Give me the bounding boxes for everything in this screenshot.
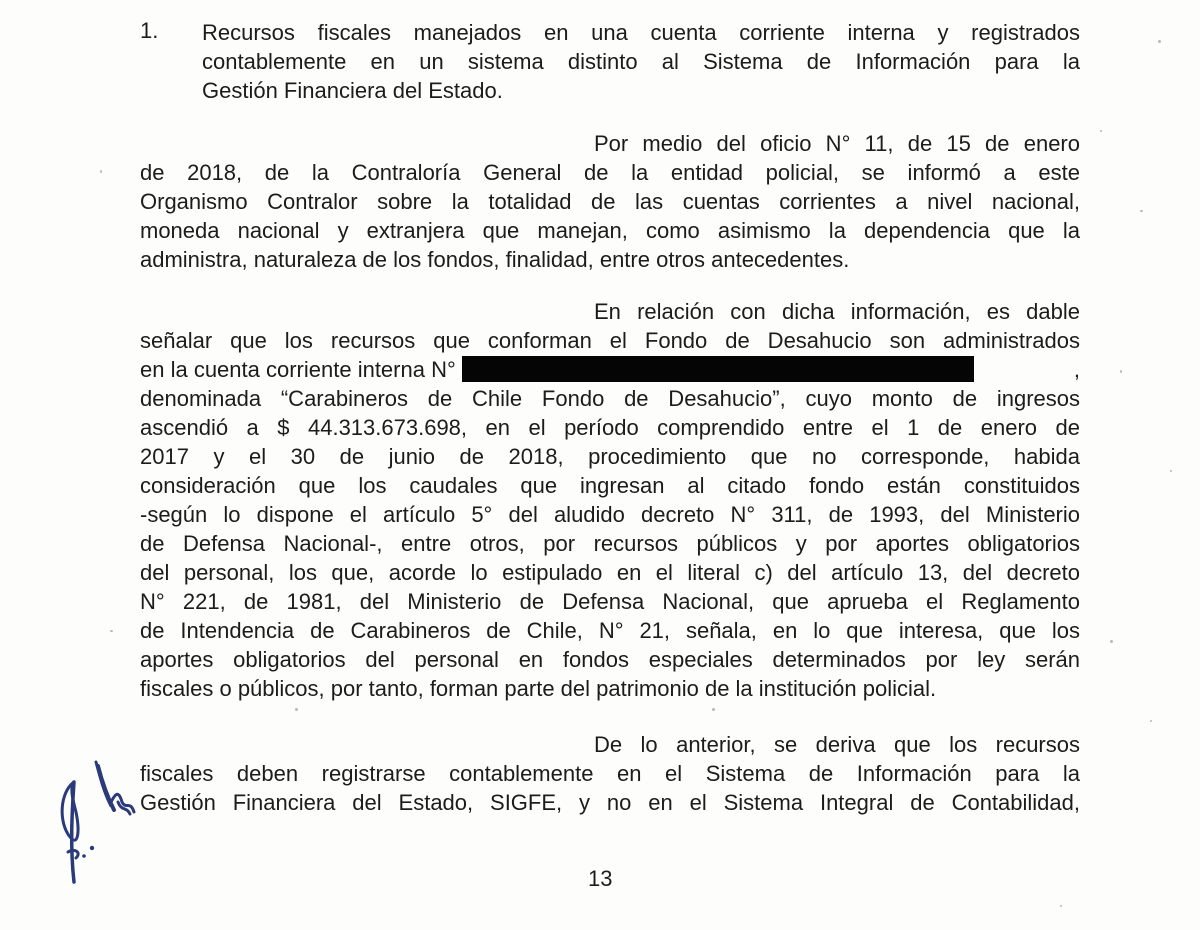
paragraph-3: [140, 730, 1080, 817]
paragraph-line: fiscales deben registrarse contablemente en el Sistema de Información para la: [140, 761, 1080, 786]
heading-line: Recursos fiscales manejados en una cuenta corriente interna y registrados: [202, 20, 1080, 45]
paragraph-line: consideración que los caudales que ingresan al citado fondo están constituidos: [140, 473, 1080, 498]
paragraph-line: Por medio del oficio N° 11, de 15 de enero: [594, 131, 1080, 156]
scan-speck: [295, 708, 298, 711]
paragraph-line: moneda nacional y extranjera que manejan, como asimismo la dependencia que la: [140, 218, 1080, 243]
paragraph-line: administra, naturaleza de los fondos, finalidad, entre otros antecedentes.: [140, 247, 850, 272]
scan-speck: [1110, 640, 1113, 643]
paragraph-1: [140, 129, 1080, 274]
redacted-account-number: [462, 356, 974, 382]
paragraph-line: 2017 y el 30 de junio de 2018, procedimiento que no corresponde, habida: [140, 444, 1080, 469]
scan-speck: [1060, 905, 1062, 907]
heading-line: contablemente en un sistema distinto al Sistema de Información para la: [202, 49, 1080, 74]
scan-speck: [1170, 470, 1172, 472]
scan-speck: [1140, 210, 1143, 212]
scan-speck: [712, 708, 715, 711]
heading-line: Gestión Financiera del Estado.: [202, 78, 503, 103]
handwritten-initials-signature: [52, 752, 142, 892]
page-number: 13: [588, 866, 613, 891]
section-heading: [202, 18, 1080, 105]
section-number: 1.: [140, 18, 159, 43]
paragraph-line: Gestión Financiera del Estado, SIGFE, y no en el Sistema Integral de Contabilidad,: [140, 790, 1080, 815]
account-line-prefix: en la cuenta corriente interna N°: [140, 357, 456, 382]
paragraph-line: de Defensa Nacional-, entre otros, por recursos públicos y por aportes obligatorios: [140, 531, 1080, 556]
scan-speck: [1100, 130, 1102, 132]
scan-speck: [1150, 720, 1152, 722]
paragraph-line: -según lo dispone el artículo 5° del aludido decreto N° 311, de 1993, del Ministerio: [140, 502, 1080, 527]
scan-speck: [1158, 40, 1161, 43]
account-line-suffix: ,: [1073, 357, 1080, 382]
paragraph-line: del personal, los que, acorde lo estipulado en el literal c) del artículo 13, del decreto: [140, 560, 1080, 585]
paragraph-line: De lo anterior, se deriva que los recursos: [594, 732, 1080, 757]
paragraph-line: ascendió a $ 44.313.673.698, en el período comprendido entre el 1 de enero de: [140, 415, 1080, 440]
scan-speck: [100, 170, 102, 173]
scan-speck: [110, 630, 113, 632]
paragraph-2: [140, 297, 1080, 703]
paragraph-line: Organismo Contralor sobre la totalidad de las cuentas corrientes a nivel nacional,: [140, 189, 1080, 214]
paragraph-line: fiscales o públicos, por tanto, forman parte del patrimonio de la institución policial.: [140, 676, 937, 701]
paragraph-line: de Intendencia de Carabineros de Chile, N° 21, señala, en lo que interesa, que los: [140, 618, 1080, 643]
paragraph-line: N° 221, de 1981, del Ministerio de Defensa Nacional, que aprueba el Reglamento: [140, 589, 1080, 614]
paragraph-line: aportes obligatorios del personal en fondos especiales determinados por ley serán: [140, 647, 1080, 672]
scan-speck: [1120, 370, 1122, 373]
account-number-line: [140, 355, 1080, 384]
paragraph-line: denominada “Carabineros de Chile Fondo de Desahucio”, cuyo monto de ingresos: [140, 386, 1080, 411]
paragraph-line: En relación con dicha información, es dable: [594, 299, 1080, 324]
paragraph-line: de 2018, de la Contraloría General de la entidad policial, se informó a este: [140, 160, 1080, 185]
paragraph-line: señalar que los recursos que conforman el Fondo de Desahucio son administrados: [140, 328, 1080, 353]
